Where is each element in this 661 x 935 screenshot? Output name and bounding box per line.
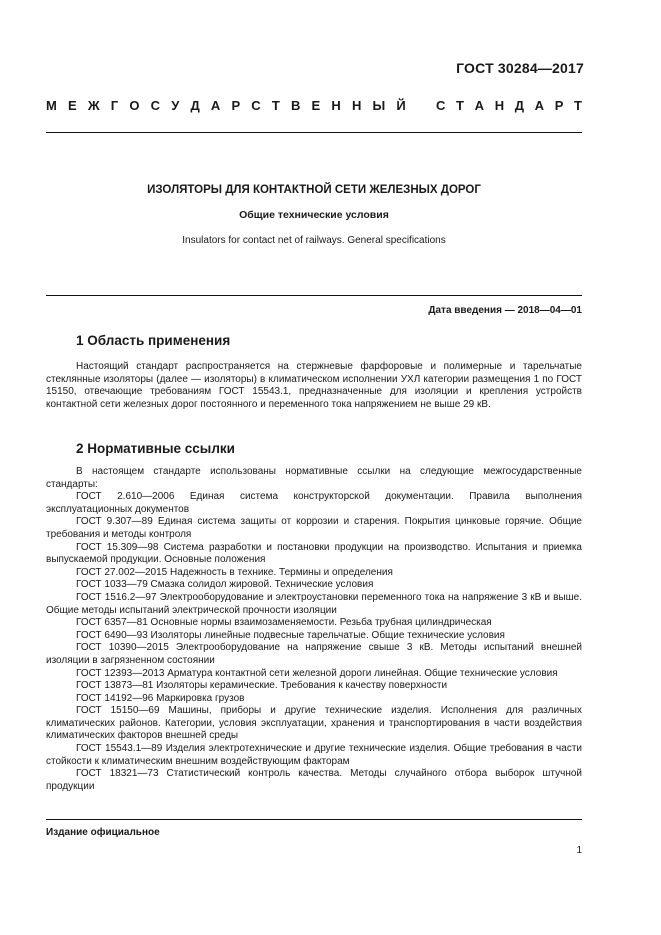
section-paragraph: Настоящий стандарт распространяется на стержневые фарфоровые и полимерные и тарельчатые стеклянные изоляторы (далее — изоляторы) в климатическом исполнении УХЛ категории размещения 1 по ГОСТ 15150, отвечающие требованиям ГОСТ 15543.1, предназначенные для изоляции и крепления устройств контактной сети железных дорог постоянного и переменного тока напряжением не выше 29 кВ. <box>46 361 582 410</box>
reference-item: ГОСТ 18321—73 Статистический контроль качества. Методы случайного отбора выборок штучной продукции <box>46 768 582 792</box>
heading-letter: Ы <box>372 98 386 113</box>
section-heading: 2 Нормативные ссылки <box>76 441 235 456</box>
reference-item: ГОСТ 15150—69 Машины, приборы и другие технические изделия. Исполнения для различных климатических районов. Категории, условия эксплуатации, хранения и транспортирования в части воздействия климатических факторов внешней среды <box>46 705 582 742</box>
reference-item: ГОСТ 14192—96 Маркировка грузов <box>76 692 245 704</box>
official-edition-label: Издание официальное <box>46 827 160 838</box>
section-heading: 1 Область применения <box>76 333 231 348</box>
heading-letter: Г <box>110 98 119 113</box>
section-normative-references <box>46 441 582 793</box>
interstate-standard-heading <box>46 98 582 113</box>
section-scope <box>46 333 582 411</box>
heading-letter: У <box>171 98 180 113</box>
heading-letter: М <box>46 98 57 113</box>
footer-divider <box>46 819 582 820</box>
reference-item: ГОСТ 15.309—98 Система разработки и постановки продукции на производство. Испытания и приемка выпускаемой продукции. Основные положения <box>46 541 582 566</box>
reference-item: ГОСТ 27.002—2015 Надежность в технике. Термины и определения <box>76 566 393 578</box>
reference-item: ГОСТ 13873—81 Изоляторы керамические. Требования к качеству поверхности <box>76 680 448 692</box>
heading-letter: А <box>534 98 545 113</box>
heading-letter: Т <box>271 98 280 113</box>
heading-letter: Н <box>351 98 362 113</box>
reference-item: ГОСТ 9.307—89 Единая система защиты от коррозии и старения. Покрытия цинковые горячие. Общие требования и методы контроля <box>46 516 582 540</box>
heading-letter: Р <box>554 98 564 113</box>
interstate-word <box>46 98 406 113</box>
heading-letter: С <box>251 98 261 113</box>
page-number: 1 <box>576 845 582 856</box>
english-title: Insulators for contact net of railways. General specifications <box>182 235 446 246</box>
heading-letter: Е <box>68 98 77 113</box>
heading-letter: Н <box>331 98 341 113</box>
heading-letter: Т <box>574 98 582 113</box>
heading-letter: Т <box>456 98 464 113</box>
heading-letter: Д <box>514 98 525 113</box>
document-subtitle: Общие технические условия <box>239 209 389 221</box>
heading-letter: С <box>436 98 446 113</box>
heading-letter: Е <box>311 98 321 113</box>
reference-item: ГОСТ 10390—2015 Электрооборудование на напряжение свыше 3 кВ. Методы испытаний внешней изоляции в загрязненном состоянии <box>46 642 582 666</box>
standard-word <box>436 98 582 113</box>
reference-item: ГОСТ 6490—93 Изоляторы линейные подвесные тарельчатые. Общие технические условия <box>76 629 505 641</box>
reference-item: ГОСТ 6357—81 Основные нормы взаимозаменяемости. Резьба трубная цилиндрическая <box>76 617 492 629</box>
introduction-date: Дата введения — 2018—04—01 <box>428 305 582 316</box>
top-divider <box>46 132 582 133</box>
heading-letter: О <box>129 98 140 113</box>
reference-item: ГОСТ 1516.2—97 Электрооборудование и электроустановки переменного тока на напряжение 3 кВ и выше. Общие методы испытаний электрической прочности изоляции <box>46 591 582 616</box>
heading-letter: В <box>290 98 301 113</box>
reference-item: ГОСТ 2.610—2006 Единая система конструкторской документации. Правила выполнения эксплуатационных документов <box>46 491 582 515</box>
standard-number: ГОСТ 30284—2017 <box>456 60 584 76</box>
reference-item: ГОСТ 15543.1—89 Изделия электротехнические и другие технические изделия. Общие требования в части стойкости к климатическим внешним воздействующим факторам <box>46 743 582 767</box>
heading-letter: А <box>474 98 485 113</box>
reference-item: ГОСТ 1033—79 Смазка солидол жировой. Технические условия <box>76 579 374 591</box>
heading-letter: Н <box>494 98 505 113</box>
reference-list <box>46 491 582 793</box>
heading-letter: Й <box>396 98 406 113</box>
heading-letter: А <box>210 98 221 113</box>
heading-letter: Ж <box>87 98 100 113</box>
heading-letter: Р <box>231 98 241 113</box>
title-divider <box>46 295 582 296</box>
heading-letter: С <box>150 98 161 113</box>
reference-item: ГОСТ 12393—2013 Арматура контактной сети железной дороги линейная. Общие технические условия <box>76 667 558 679</box>
document-title: ИЗОЛЯТОРЫ ДЛЯ КОНТАКТНОЙ СЕТИ ЖЕЛЕЗНЫХ ДОРОГ <box>147 184 481 196</box>
section-paragraph: В настоящем стандарте использованы нормативные ссылки на следующие межгосударственные стандарты: <box>46 466 582 490</box>
heading-letter: Д <box>190 98 200 113</box>
